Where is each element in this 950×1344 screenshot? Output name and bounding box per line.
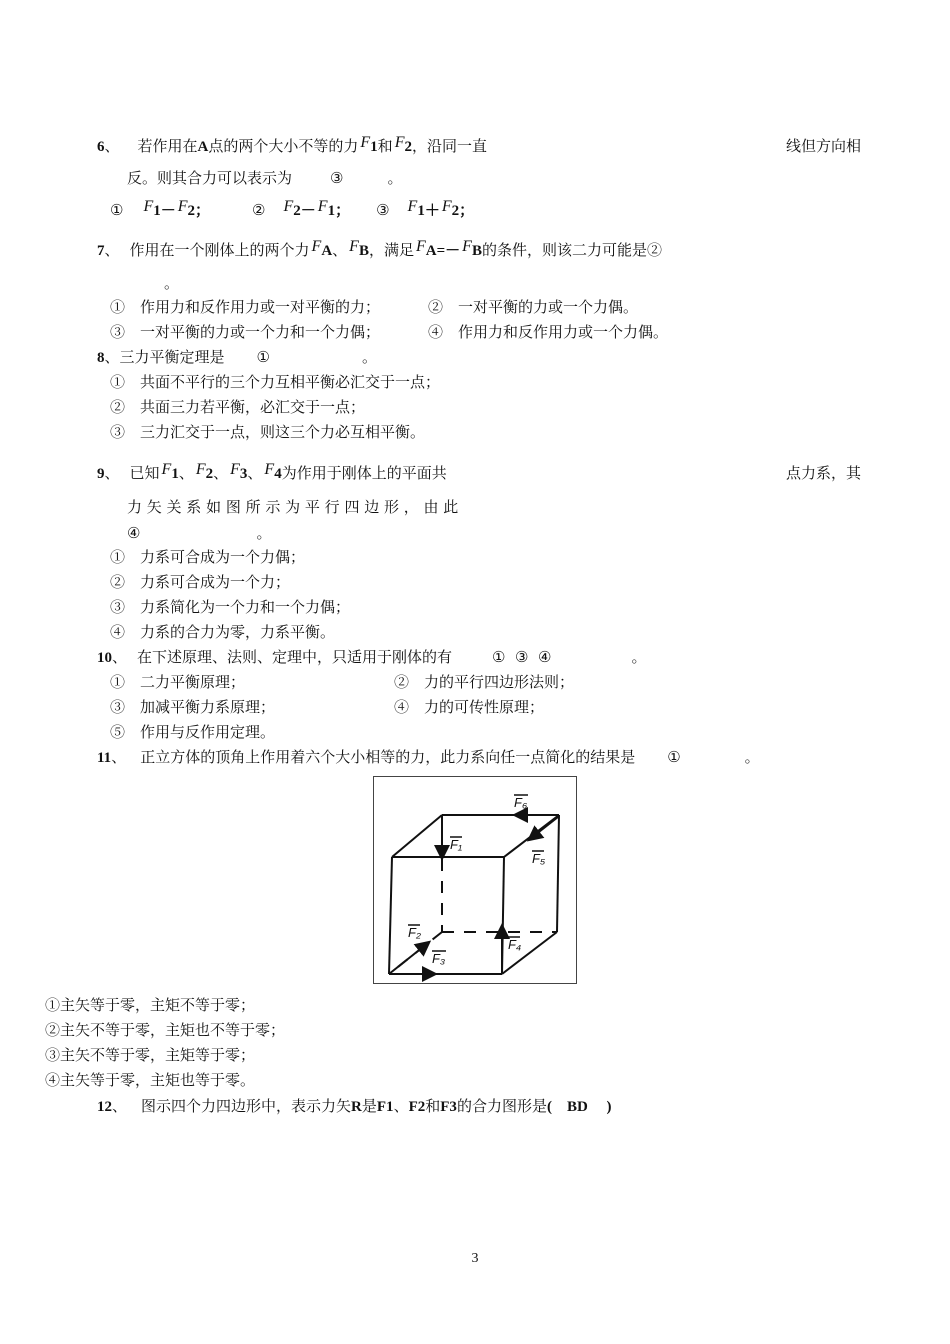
cube-edge xyxy=(392,815,442,857)
q6-opt3-b: 2； xyxy=(451,203,475,219)
q12-f1: F1 xyxy=(376,1099,394,1115)
q12-text3: 和 xyxy=(425,1097,441,1115)
q9-text2: 为作用于刚体上的平面共 xyxy=(281,464,447,482)
q9-option-1: ① 力系可合成为一个力偶； xyxy=(110,548,306,566)
q8-line1 xyxy=(97,347,377,368)
q7-force-symbol-d: F xyxy=(462,238,472,255)
cube-edge xyxy=(389,857,392,974)
q6-text2: 点的两个大小不等的力 xyxy=(208,137,359,155)
q6-opt1-mark: ① xyxy=(110,201,124,219)
q6-force-index-2: 2 xyxy=(404,139,412,155)
q6-opt3-f-b: F xyxy=(441,198,452,215)
q8-text1: 、三力平衡定理是 xyxy=(104,348,225,366)
q10-end: 。 xyxy=(631,648,647,666)
q6-number: 6 xyxy=(97,139,105,155)
q11-option-3: ③主矢不等于零，主矩等于零； xyxy=(45,1046,256,1064)
q12-text4: 的合力图形是 xyxy=(456,1097,547,1115)
q6-opt1-a: 1－ xyxy=(153,203,176,219)
q10-number: 10 xyxy=(97,650,112,666)
q9-sep: 、 xyxy=(104,464,120,482)
q12-number: 12 xyxy=(97,1099,112,1115)
q6-options xyxy=(110,200,474,221)
q6-opt3-f-a: F xyxy=(407,198,418,215)
q6-force-index-1: 1 xyxy=(370,139,378,155)
label-f3: F₃ xyxy=(432,951,446,966)
q9-f3-index: 3 xyxy=(239,466,248,482)
q7-option-3: ③ 一对平衡的力或一个力和一个力偶； xyxy=(110,323,381,341)
q7-force-symbol-a: F xyxy=(311,238,322,255)
q11-option-2: ②主矢不等于零，主矩也不等于零； xyxy=(45,1021,286,1039)
q12-line1 xyxy=(97,1096,612,1117)
q8-option-2: ② 共面三力若平衡，必汇交于一点； xyxy=(110,398,366,416)
q11-end: 。 xyxy=(744,748,760,766)
q6-line1-right: 线但方向相 xyxy=(786,137,862,155)
q7-number: 7 xyxy=(97,243,105,259)
q11-number: 11 xyxy=(97,750,112,766)
q6-opt1-b: 2； xyxy=(187,203,211,219)
cube-edge xyxy=(557,815,559,932)
q7-option-2: ② 一对平衡的力或一个力偶。 xyxy=(428,298,639,316)
q6-text3: 和 xyxy=(377,137,393,155)
q9-f2-index: 2 xyxy=(205,466,214,482)
q8-end: 。 xyxy=(361,348,377,366)
q10-answer: ① ③ ④ xyxy=(492,648,552,666)
q7-text2: ，满足 xyxy=(368,241,414,259)
q11-option-4: ④主矢等于零，主矩也等于零。 xyxy=(45,1071,256,1089)
force-f2-arrow xyxy=(389,943,428,974)
q11-answer: ① xyxy=(667,748,681,766)
q9-f1-symbol: F xyxy=(161,461,172,478)
q9-text1: 已知 xyxy=(129,464,160,482)
q6-text4: ，沿同一直 xyxy=(411,137,487,155)
q8-answer: ① xyxy=(256,348,270,366)
q9-f4-index: 4 xyxy=(274,466,282,482)
q9-number: 9 xyxy=(97,466,105,482)
q9-line1 xyxy=(97,463,447,484)
q11-sep: 、 xyxy=(111,748,127,766)
q6-opt1-f-a: F xyxy=(143,198,154,215)
q6-line2-text: 反。则其合力可以表示为 xyxy=(127,169,293,187)
q9-f3-symbol: F xyxy=(230,461,240,478)
q6-opt2-f-a: F xyxy=(283,198,294,215)
q7-sep: 、 xyxy=(104,241,120,259)
q6-opt2-f-b: F xyxy=(317,198,328,215)
q7-end: 。 xyxy=(164,274,180,292)
q9-line2: 力 矢 关 系 如 图 所 示 为 平 行 四 边 形 ， 由 此 xyxy=(127,498,459,516)
q11-line1 xyxy=(97,747,760,768)
q10-option-3: ③ 加减平衡力系原理； xyxy=(110,698,276,716)
q12-f3: F3 xyxy=(440,1099,457,1115)
q6-opt2-a: 2－ xyxy=(293,203,316,219)
q6-point-a: A xyxy=(197,139,209,155)
q6-opt3-a: 1＋ xyxy=(417,203,440,219)
q12-r: R xyxy=(351,1099,362,1115)
q12-sep: 、 xyxy=(112,1097,128,1115)
q7-dun: 、 xyxy=(332,241,348,259)
label-f4: F₄ xyxy=(508,937,522,952)
q10-option-5: ⑤ 作用与反作用定理。 xyxy=(110,723,276,741)
q9-option-2: ② 力系可合成为一个力； xyxy=(110,573,291,591)
q7-index-a: A xyxy=(321,243,333,259)
q10-sep: 、 xyxy=(112,648,128,666)
q6-opt2-b: 1； xyxy=(327,203,351,219)
q9-answer-line xyxy=(127,523,271,543)
q7-index-b: B xyxy=(358,243,369,259)
q9-f1-index: 1 xyxy=(171,466,179,482)
q12-text2: 是 xyxy=(361,1097,377,1115)
q6-opt2-mark: ② xyxy=(252,201,266,219)
q6-opt3-mark: ③ xyxy=(376,201,390,219)
q12-f2: F2 xyxy=(408,1099,426,1115)
q7-force-symbol-b: F xyxy=(349,238,359,255)
q8-option-1: ① 共面不平行的三个力互相平衡必汇交于一点； xyxy=(110,373,441,391)
q9-end: 。 xyxy=(256,524,272,542)
q11-option-1: ①主矢等于零，主矩不等于零； xyxy=(45,996,256,1014)
q12-answer: ( BD ) xyxy=(546,1099,612,1115)
q9-dun-3: 、 xyxy=(247,464,263,482)
q9-option-3: ③ 力系简化为一个力和一个力偶； xyxy=(110,598,351,616)
q10-line1 xyxy=(97,647,646,668)
q7-option-1: ① 作用力和反作用力或一对平衡的力； xyxy=(110,298,381,316)
q9-answer: ④ xyxy=(127,524,141,542)
q7-text3: 的条件，则该二力可能是② xyxy=(481,241,662,259)
label-f6: F₆ xyxy=(514,795,528,810)
page-number: 3 xyxy=(471,1251,479,1266)
q6-text1: 若作用在 xyxy=(137,137,198,155)
label-f1: F₁ xyxy=(450,837,463,852)
q7-index-b2: B xyxy=(471,243,482,259)
q6-opt1-f-b: F xyxy=(177,198,188,215)
q9-f4-symbol: F xyxy=(264,461,275,478)
q10-text1: 在下述原理、法则、定理中，只适用于刚体的有 xyxy=(137,648,453,666)
q9-dun-2: 、 xyxy=(213,464,229,482)
q10-option-2: ② 力的平行四边形法则； xyxy=(394,673,575,691)
q11-cube-figure xyxy=(373,776,577,984)
q7-line1 xyxy=(97,240,662,261)
q6-answer: ③ xyxy=(330,169,344,187)
q6-line1 xyxy=(97,136,487,157)
q6-line2 xyxy=(127,168,402,188)
q6-sep: 、 xyxy=(104,137,120,155)
q9-dun-1: 、 xyxy=(178,464,194,482)
q10-option-4: ④ 力的可传性原理； xyxy=(394,698,545,716)
q7-option-4: ④ 作用力和反作用力或一个力偶。 xyxy=(428,323,669,341)
q12-dun: 、 xyxy=(393,1097,409,1115)
q7-force-symbol-c: F xyxy=(415,238,426,255)
label-f2: F₂ xyxy=(408,925,421,940)
q7-equation: A=－ xyxy=(425,243,461,259)
label-f5: F₅ xyxy=(532,851,546,866)
q9-line1-right: 点力系，其 xyxy=(786,464,862,482)
q10-option-1: ① 二力平衡原理； xyxy=(110,673,246,691)
q7-text1: 作用在一个刚体上的两个力 xyxy=(129,241,310,259)
q12-text1: 图示四个力四边形中，表示力矢 xyxy=(141,1097,352,1115)
q11-text1: 正立方体的顶角上作用着六个大小相等的力，此力系向任一点简化的结果是 xyxy=(140,748,636,766)
q6-force-symbol-2: F xyxy=(394,134,405,151)
q8-number: 8 xyxy=(97,350,105,366)
q6-end: 。 xyxy=(387,169,403,187)
q9-option-4: ④ 力系的合力为零，力系平衡。 xyxy=(110,623,336,641)
force-f5-arrow xyxy=(530,817,558,839)
q8-option-3: ③ 三力汇交于一点，则这三个力必互相平衡。 xyxy=(110,423,426,441)
cube-diagram xyxy=(374,777,576,983)
q9-f2-symbol: F xyxy=(195,461,206,478)
q6-force-symbol-1: F xyxy=(360,134,371,151)
